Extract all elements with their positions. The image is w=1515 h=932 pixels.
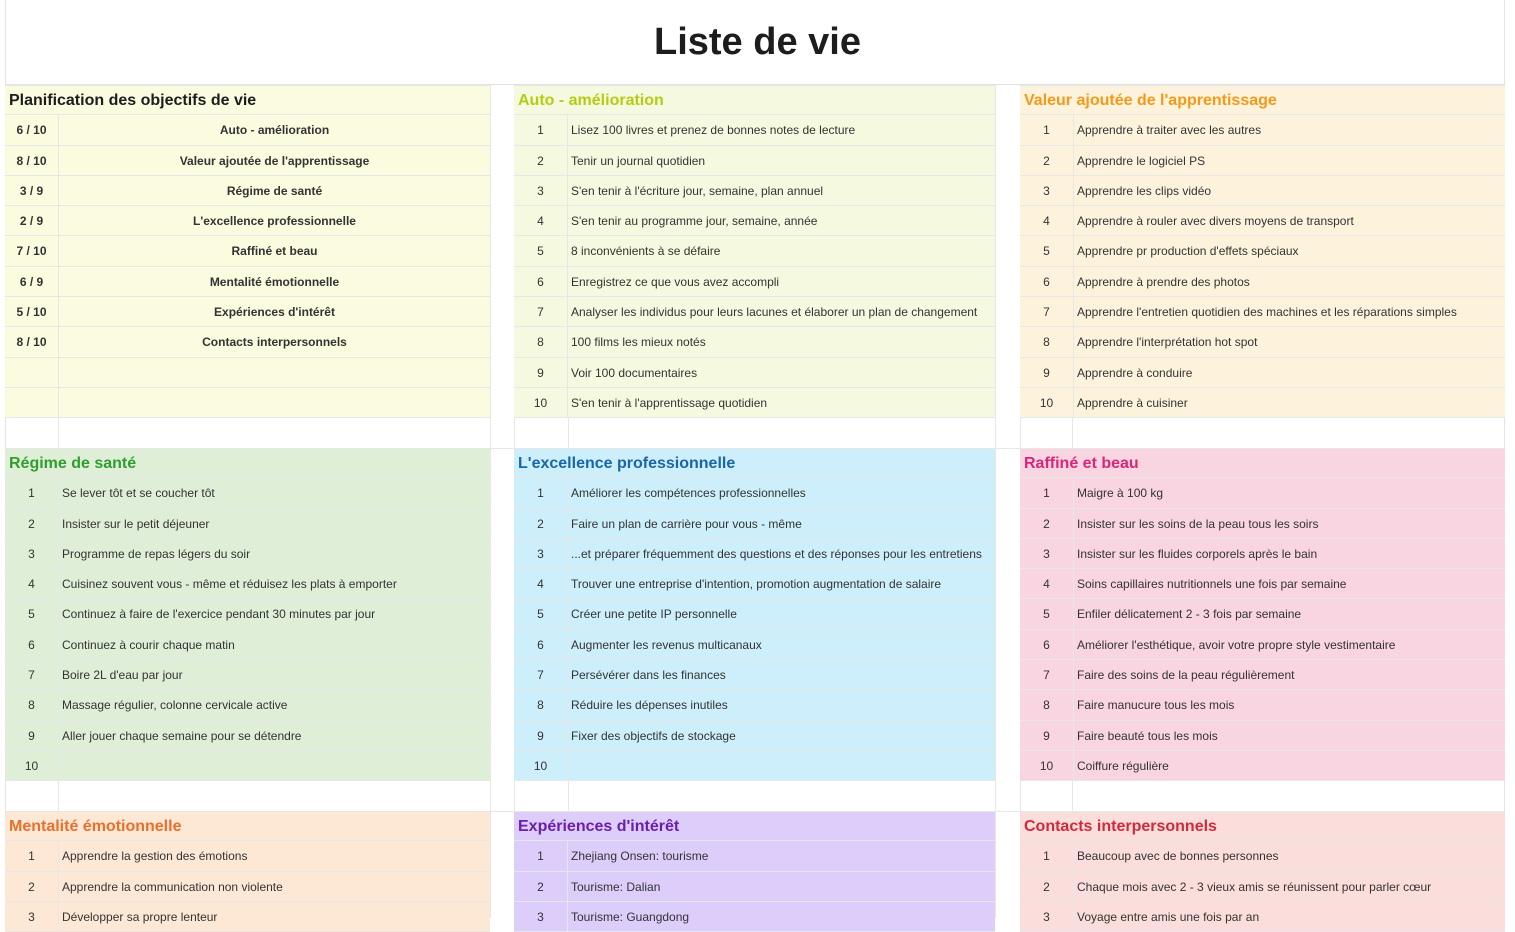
table-row[interactable]: [5, 236, 490, 266]
block-raffine-beau: [1020, 448, 1505, 781]
table-row[interactable]: [1020, 721, 1505, 751]
row-number-cell[interactable]: 3: [1020, 539, 1074, 568]
row-number-cell[interactable]: 2: [514, 146, 568, 175]
row-text-cell[interactable]: Auto - amélioration: [219, 123, 330, 138]
block-excellence-professionnelle: [514, 448, 995, 781]
row-text-cell[interactable]: Régime de santé: [226, 183, 323, 198]
table-row[interactable]: [514, 236, 995, 266]
block-auto-amelioration: [514, 85, 995, 418]
row-number-cell[interactable]: 9: [1020, 358, 1074, 387]
row-text-cell[interactable]: Programme de repas légers du soir: [62, 546, 251, 561]
row-number-cell[interactable]: 8 / 10: [5, 146, 59, 175]
table-row[interactable]: [514, 267, 995, 297]
row-number-cell[interactable]: 2: [514, 509, 568, 538]
row-number-cell[interactable]: 3 / 9: [5, 176, 59, 205]
row-number-cell[interactable]: 6 / 9: [5, 267, 59, 296]
row-number-cell[interactable]: 7: [514, 297, 568, 326]
row-number-cell[interactable]: 5: [514, 236, 568, 265]
row-number-cell[interactable]: 7: [1020, 297, 1074, 326]
row-text-cell[interactable]: Créer une petite IP personnelle: [571, 607, 737, 622]
table-row[interactable]: [514, 630, 995, 660]
row-number-cell[interactable]: 4: [1020, 206, 1074, 235]
row-number-cell[interactable]: 2: [1020, 872, 1074, 901]
row-number-cell[interactable]: 10: [514, 388, 568, 417]
row-text-cell[interactable]: Réduire les dépenses inutiles: [571, 698, 728, 713]
block-regime-sante: [5, 448, 490, 781]
row-text-cell[interactable]: Développer sa propre lenteur: [62, 909, 218, 924]
row-number-cell[interactable]: 6: [5, 630, 59, 659]
row-text-cell[interactable]: Raffiné et beau: [231, 244, 318, 259]
table-row[interactable]: [5, 690, 490, 720]
table-row[interactable]: [5, 478, 490, 508]
section-header: L'excellence professionnelle: [514, 448, 995, 478]
table-row[interactable]: [514, 841, 995, 871]
row-text-cell[interactable]: Continuez à faire de l'exercice pendant 30 minutes par jour: [62, 607, 376, 622]
block-experiences-interet: [514, 811, 995, 932]
row-number-cell[interactable]: 5: [1020, 599, 1074, 628]
table-row[interactable]: [1020, 539, 1505, 569]
row-text-cell[interactable]: Analyser les individus pour leurs lacunes et élaborer un plan de changement: [571, 305, 978, 320]
table-row[interactable]: [1020, 327, 1505, 357]
row-number-cell[interactable]: 6 / 10: [5, 115, 59, 144]
table-row[interactable]: [514, 327, 995, 357]
row-text-cell[interactable]: Trouver une entreprise d'intention, promotion augmentation de salaire: [571, 577, 942, 592]
row-text-cell[interactable]: Tourisme: Guangdong: [571, 909, 690, 924]
row-text-cell[interactable]: Zhejiang Onsen: tourisme: [571, 849, 709, 864]
row-text-cell[interactable]: Expériences d'intérêt: [214, 305, 335, 320]
table-row[interactable]: [1020, 569, 1505, 599]
row-text-cell[interactable]: S'en tenir au programme jour, semaine, année: [571, 214, 818, 229]
row-text-cell[interactable]: Valeur ajoutée de l'apprentissage: [179, 153, 370, 168]
row-text-cell[interactable]: Faire manucure tous les mois: [1077, 698, 1235, 713]
row-number-cell[interactable]: 4: [1020, 569, 1074, 598]
row-text-cell[interactable]: Apprendre les clips vidéo: [1077, 183, 1212, 198]
row-text-cell[interactable]: Faire beauté tous les mois: [1077, 728, 1218, 743]
table-row[interactable]: [5, 267, 490, 297]
row-number-cell[interactable]: 2 / 9: [5, 206, 59, 235]
block-mentalite-emotionnelle: [5, 811, 490, 932]
row-text-cell[interactable]: Fixer des objectifs de stockage: [571, 728, 736, 743]
row-number-cell[interactable]: 1: [1020, 841, 1074, 870]
table-row[interactable]: [1020, 236, 1505, 266]
table-row[interactable]: [1020, 690, 1505, 720]
row-text-cell[interactable]: Contacts interpersonnels: [202, 335, 347, 350]
table-row[interactable]: [5, 569, 490, 599]
row-text-cell[interactable]: Se lever tôt et se coucher tôt: [62, 486, 215, 501]
row-number-cell[interactable]: 10: [1020, 751, 1074, 780]
table-row[interactable]: [514, 115, 995, 145]
row-text-cell[interactable]: Apprendre à cuisiner: [1077, 395, 1188, 410]
row-number-cell[interactable]: 5 / 10: [5, 297, 59, 326]
row-text-cell[interactable]: Insister sur les fluides corporels après le bain: [1077, 546, 1318, 561]
row-number-cell[interactable]: 2: [5, 872, 59, 901]
table-row[interactable]: [514, 872, 995, 902]
row-text-cell[interactable]: Améliorer l'esthétique, avoir votre propre style vestimentaire: [1077, 637, 1396, 652]
table-row[interactable]: [514, 297, 995, 327]
row-number-cell[interactable]: 9: [514, 721, 568, 750]
table-row[interactable]: [5, 388, 490, 418]
row-text-cell[interactable]: Apprendre l'interprétation hot spot: [1077, 335, 1258, 350]
row-text-cell[interactable]: 100 films les mieux notés: [571, 335, 706, 350]
row-number-cell[interactable]: 9: [1020, 721, 1074, 750]
table-row[interactable]: [5, 751, 490, 781]
table-row[interactable]: [1020, 902, 1505, 932]
row-text-cell[interactable]: Apprendre à conduire: [1077, 365, 1193, 380]
table-row[interactable]: [5, 539, 490, 569]
row-number-cell[interactable]: 10: [5, 751, 59, 780]
row-number-cell[interactable]: 5: [5, 599, 59, 628]
empty-row: [5, 418, 1505, 449]
row-text-cell[interactable]: Tourisme: Dalian: [571, 879, 661, 894]
row-number-cell[interactable]: 1: [1020, 478, 1074, 507]
row-number-cell[interactable]: 1: [5, 478, 59, 507]
table-row[interactable]: [514, 206, 995, 236]
row-text-cell[interactable]: Cuisinez souvent vous - même et réduisez les plats à emporter: [62, 577, 397, 592]
block-contacts-interpersonnels: [1020, 811, 1505, 932]
table-row[interactable]: [1020, 206, 1505, 236]
empty-row: [5, 781, 1505, 812]
row-text-cell[interactable]: Apprendre à traiter avec les autres: [1077, 123, 1262, 138]
row-number-cell[interactable]: 3: [1020, 902, 1074, 931]
row-number-cell[interactable]: 9: [514, 358, 568, 387]
row-number-cell[interactable]: 7: [514, 660, 568, 689]
row-number-cell[interactable]: 8: [514, 690, 568, 719]
row-number-cell[interactable]: 4: [514, 206, 568, 235]
table-row[interactable]: [514, 146, 995, 176]
row-text-cell[interactable]: Lisez 100 livres et prenez de bonnes notes de lecture: [571, 123, 856, 138]
section-header: Auto - amélioration: [514, 85, 995, 115]
row-text-cell[interactable]: Tenir un journal quotidien: [571, 153, 706, 168]
row-number-cell[interactable]: 5: [1020, 236, 1074, 265]
row-number-cell[interactable]: 3: [1020, 176, 1074, 205]
row-number-cell[interactable]: 9: [5, 721, 59, 750]
block-valeur-apprentissage: [1020, 85, 1505, 418]
table-row[interactable]: [1020, 297, 1505, 327]
row-text-cell[interactable]: Mentalité émotionnelle: [209, 274, 340, 289]
row-text-cell[interactable]: S'en tenir à l'écriture jour, semaine, plan annuel: [571, 183, 824, 198]
section-header: Régime de santé: [5, 448, 490, 478]
row-text-cell[interactable]: Apprendre le logiciel PS: [1077, 153, 1206, 168]
table-row[interactable]: [5, 297, 490, 327]
row-text-cell[interactable]: [59, 388, 490, 417]
row-number-cell[interactable]: 8: [1020, 327, 1074, 356]
row-number-cell[interactable]: [5, 358, 59, 387]
row-number-cell[interactable]: 1: [514, 478, 568, 507]
row-text-cell[interactable]: Enfiler délicatement 2 - 3 fois par semaine: [1077, 607, 1302, 622]
table-row[interactable]: [514, 176, 995, 206]
table-row[interactable]: [5, 902, 490, 932]
table-row[interactable]: [5, 872, 490, 902]
table-row[interactable]: [1020, 660, 1505, 690]
row-number-cell[interactable]: 2: [1020, 509, 1074, 538]
row-text-cell[interactable]: Améliorer les compétences professionnelles: [571, 486, 806, 501]
row-text-cell[interactable]: Faire un plan de carrière pour vous - même: [571, 516, 802, 531]
row-number-cell[interactable]: 6: [1020, 267, 1074, 296]
table-row[interactable]: [1020, 751, 1505, 781]
row-text-cell[interactable]: Continuez à courir chaque matin: [62, 637, 235, 652]
table-row[interactable]: [1020, 630, 1505, 660]
table-row[interactable]: [514, 721, 995, 751]
row-number-cell[interactable]: 1: [1020, 115, 1074, 144]
table-row[interactable]: [5, 599, 490, 629]
row-text-cell[interactable]: Apprendre la communication non violente: [62, 879, 283, 894]
table-row[interactable]: [514, 902, 995, 932]
table-row[interactable]: [514, 751, 995, 781]
table-row[interactable]: [5, 721, 490, 751]
row-text-cell[interactable]: Beaucoup avec de bonnes personnes: [1077, 849, 1279, 864]
table-row[interactable]: [1020, 872, 1505, 902]
row-number-cell[interactable]: 8 / 10: [5, 327, 59, 356]
row-text-cell[interactable]: [59, 751, 490, 780]
row-text-cell[interactable]: [568, 751, 995, 780]
table-row[interactable]: [5, 146, 490, 176]
table-row[interactable]: [1020, 388, 1505, 418]
table-row[interactable]: [1020, 146, 1505, 176]
row-text-cell[interactable]: Aller jouer chaque semaine pour se détendre: [62, 728, 302, 743]
row-number-cell[interactable]: 7: [1020, 660, 1074, 689]
row-number-cell[interactable]: 8: [1020, 690, 1074, 719]
row-number-cell[interactable]: 4: [5, 569, 59, 598]
row-text-cell[interactable]: Insister sur le petit déjeuner: [62, 516, 210, 531]
row-number-cell[interactable]: 3: [514, 902, 568, 931]
row-number-cell[interactable]: 6: [514, 267, 568, 296]
row-number-cell[interactable]: 1: [5, 841, 59, 870]
row-number-cell[interactable]: 10: [1020, 388, 1074, 417]
row-text-cell[interactable]: Apprendre à rouler avec divers moyens de transport: [1077, 214, 1354, 229]
table-row[interactable]: [1020, 841, 1505, 871]
row-text-cell[interactable]: Apprendre la gestion des émotions: [62, 849, 248, 864]
row-text-cell[interactable]: Soins capillaires nutritionnels une fois par semaine: [1077, 577, 1347, 592]
table-row[interactable]: [514, 478, 995, 508]
row-number-cell[interactable]: [5, 388, 59, 417]
row-number-cell[interactable]: 2: [1020, 146, 1074, 175]
row-text-cell[interactable]: Voir 100 documentaires: [571, 365, 698, 380]
row-number-cell[interactable]: 1: [514, 115, 568, 144]
section-header: Mentalité émotionnelle: [5, 811, 490, 841]
row-text-cell[interactable]: Apprendre l'entretien quotidien des machines et les réparations simples: [1077, 305, 1457, 320]
row-text-cell[interactable]: ...et préparer fréquemment des questions et des réponses pour les entretiens: [571, 546, 982, 561]
row-number-cell[interactable]: 1: [514, 841, 568, 870]
row-number-cell[interactable]: 3: [5, 539, 59, 568]
table-row[interactable]: [5, 176, 490, 206]
row-number-cell[interactable]: 7: [5, 660, 59, 689]
table-row[interactable]: [514, 690, 995, 720]
table-row[interactable]: [514, 599, 995, 629]
row-text-cell[interactable]: Maigre à 100 kg: [1077, 486, 1164, 501]
table-row[interactable]: [1020, 267, 1505, 297]
block-planification: [5, 85, 490, 418]
row-text-cell[interactable]: Apprendre pr production d'effets spéciaux: [1077, 244, 1299, 259]
table-row[interactable]: [1020, 599, 1505, 629]
row-text-cell[interactable]: Massage régulier, colonne cervicale active: [62, 698, 288, 713]
row-number-cell[interactable]: 3: [5, 902, 59, 931]
row-text-cell[interactable]: Apprendre à prendre des photos: [1077, 274, 1250, 289]
row-number-cell[interactable]: 2: [5, 509, 59, 538]
row-text-cell[interactable]: Coiffure régulière: [1077, 758, 1169, 773]
table-row[interactable]: [514, 569, 995, 599]
row-number-cell[interactable]: 2: [514, 872, 568, 901]
row-text-cell[interactable]: Enregistrez ce que vous avez accompli: [571, 274, 780, 289]
row-text-cell[interactable]: L'excellence professionnelle: [193, 214, 356, 229]
row-number-cell[interactable]: 3: [514, 539, 568, 568]
row-number-cell[interactable]: 6: [1020, 630, 1074, 659]
table-row[interactable]: [5, 660, 490, 690]
row-text-cell[interactable]: 8 inconvénients à se défaire: [571, 244, 721, 259]
section-header: Raffiné et beau: [1020, 448, 1505, 478]
section-header: Expériences d'intérêt: [514, 811, 995, 841]
row-text-cell[interactable]: Insister sur les soins de la peau tous les soirs: [1077, 516, 1319, 531]
table-row[interactable]: [5, 509, 490, 539]
row-text-cell[interactable]: Voyage entre amis une fois par an: [1077, 909, 1260, 924]
table-row[interactable]: [1020, 358, 1505, 388]
row-number-cell[interactable]: 3: [514, 176, 568, 205]
table-row[interactable]: [514, 358, 995, 388]
row-number-cell[interactable]: 5: [514, 599, 568, 628]
section-header: Planification des objectifs de vie: [5, 85, 490, 115]
row-text-cell[interactable]: Augmenter les revenus multicanaux: [571, 637, 762, 652]
row-text-cell[interactable]: Faire des soins de la peau régulièrement: [1077, 668, 1295, 683]
table-row[interactable]: [514, 509, 995, 539]
row-number-cell[interactable]: 4: [514, 569, 568, 598]
table-row[interactable]: [1020, 478, 1505, 508]
table-row[interactable]: [1020, 115, 1505, 145]
row-number-cell[interactable]: 8: [514, 327, 568, 356]
table-row[interactable]: [5, 358, 490, 388]
table-row[interactable]: [5, 841, 490, 871]
row-text-cell[interactable]: [59, 358, 490, 387]
row-text-cell[interactable]: Boire 2L d'eau par jour: [62, 668, 183, 683]
section-header: Contacts interpersonnels: [1020, 811, 1505, 841]
table-row[interactable]: [5, 630, 490, 660]
row-text-cell[interactable]: Chaque mois avec 2 - 3 vieux amis se réunissent pour parler cœur: [1077, 879, 1432, 894]
table-row[interactable]: [514, 539, 995, 569]
page-title: Liste de vie: [654, 21, 861, 63]
table-row[interactable]: [5, 115, 490, 145]
table-row[interactable]: [5, 327, 490, 357]
table-row[interactable]: [514, 388, 995, 418]
table-row[interactable]: [514, 660, 995, 690]
section-header: Valeur ajoutée de l'apprentissage: [1020, 85, 1505, 115]
row-number-cell[interactable]: 7 / 10: [5, 236, 59, 265]
table-row[interactable]: [1020, 509, 1505, 539]
row-number-cell[interactable]: 10: [514, 751, 568, 780]
row-number-cell[interactable]: 6: [514, 630, 568, 659]
row-text-cell[interactable]: S'en tenir à l'apprentissage quotidien: [571, 395, 768, 410]
table-row[interactable]: [5, 206, 490, 236]
row-text-cell[interactable]: Persévérer dans les finances: [571, 668, 726, 683]
row-number-cell[interactable]: 8: [5, 690, 59, 719]
table-row[interactable]: [1020, 176, 1505, 206]
